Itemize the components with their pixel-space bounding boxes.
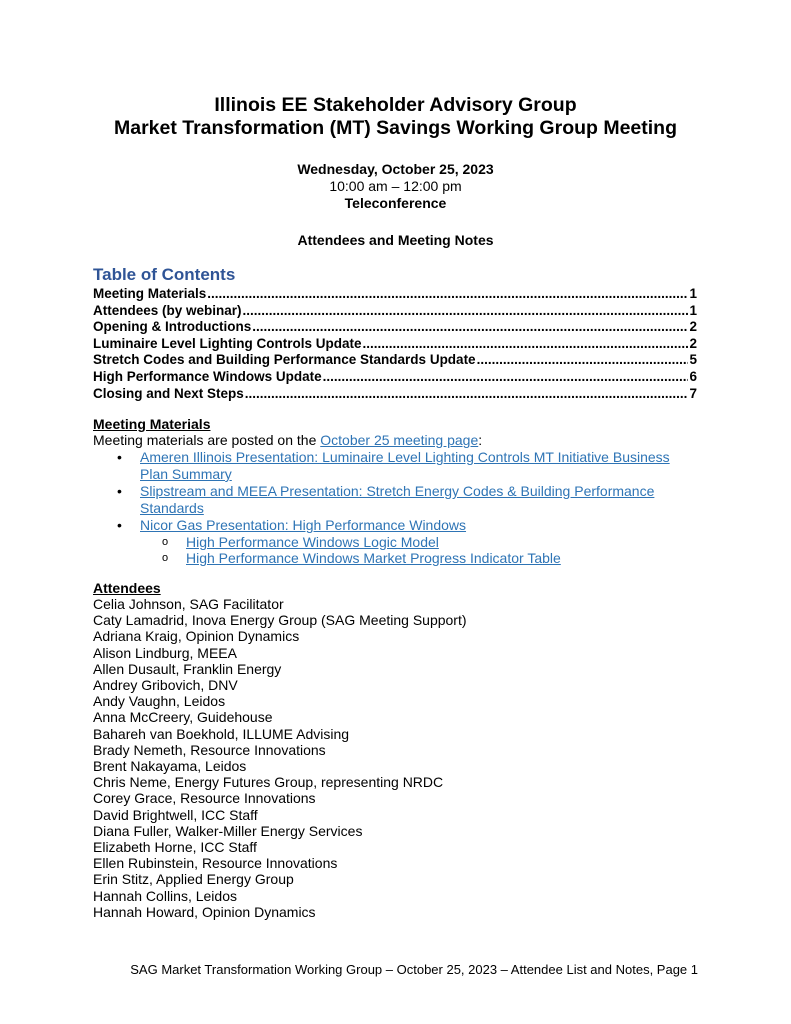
list-item [93, 483, 693, 517]
toc-leader-dots [323, 369, 689, 386]
attendee-item: Andrey Gribovich, DNV [93, 677, 238, 694]
nicor-gas-presentation-link[interactable]: Nicor Gas Presentation: High Performance Windows [140, 517, 467, 533]
attendee-item: Hannah Howard, Opinion Dynamics [93, 903, 316, 920]
toc-entry[interactable] [93, 319, 697, 336]
toc-entry-page: 2 [689, 335, 697, 351]
toc-entry-title: Closing and Next Steps [93, 385, 244, 401]
attendee-item: Allen Dusault, Franklin Energy [93, 660, 282, 677]
document-title-line1: Illinois EE Stakeholder Advisory Group [214, 94, 577, 116]
attendee-item: Andy Vaughn, Leidos [93, 693, 226, 710]
link-line: Standards [140, 500, 204, 516]
sub-list-item [93, 534, 693, 550]
attendee-item: Corey Grace, Resource Innovations [93, 790, 316, 807]
bullet-icon: • [117, 483, 122, 499]
logic-model-link[interactable]: High Performance Windows Logic Model [186, 534, 439, 550]
toc-entry-page: 1 [689, 286, 697, 301]
toc-entry-title: Meeting Materials [93, 286, 207, 301]
toc-entry-title: Opening & Introductions [93, 319, 252, 335]
list-item [93, 449, 693, 483]
document-subtitle: Attendees and Meeting Notes [297, 232, 494, 248]
attendee-item: Alison Lindburg, MEEA [93, 644, 237, 661]
bullet-icon: • [117, 517, 122, 533]
toc-entry-title: Stretch Codes and Building Performance Standards Update [93, 352, 476, 368]
meeting-materials-heading: Meeting Materials [93, 416, 211, 432]
toc-entry[interactable] [93, 352, 697, 369]
slipstream-meea-presentation-link[interactable] [140, 483, 654, 516]
progress-indicator-table-link[interactable]: High Performance Windows Market Progress Indicator Table [186, 550, 561, 566]
toc-entry[interactable] [93, 286, 697, 303]
toc-leader-dots [477, 352, 689, 369]
toc-leader-dots [243, 303, 689, 320]
attendees-heading: Attendees [93, 580, 161, 596]
attendee-item: Brady Nemeth, Resource Innovations [93, 741, 326, 758]
sub-list-item [93, 550, 693, 566]
materials-list [93, 449, 693, 566]
table-of-contents [93, 286, 697, 402]
toc-entry-page: 7 [689, 385, 697, 401]
attendee-item: Erin Stitz, Applied Energy Group [93, 871, 294, 888]
link-line: Slipstream and MEEA Presentation: Stretch Energy Codes & Building Performance [140, 483, 655, 499]
intro-text: Meeting materials are posted on the [93, 432, 321, 448]
meeting-materials-intro [93, 432, 482, 449]
toc-entry-title: Attendees (by webinar) [93, 302, 242, 318]
list-item [93, 517, 693, 534]
toc-entry[interactable] [93, 336, 697, 353]
meeting-page-link[interactable]: October 25 meeting page [320, 432, 479, 448]
attendee-list [93, 596, 467, 920]
attendee-item: David Brightwell, ICC Staff [93, 806, 258, 823]
toc-heading: Table of Contents [93, 265, 236, 284]
attendee-item: Anna McCreery, Guidehouse [93, 709, 273, 726]
attendee-item: Elizabeth Horne, ICC Staff [93, 839, 257, 856]
toc-entry-page: 5 [689, 352, 697, 368]
attendee-item: Celia Johnson, SAG Facilitator [93, 596, 284, 612]
link-line: Ameren Illinois Presentation: Luminaire Level Lighting Controls MT Initiative Business [140, 449, 670, 465]
ameren-presentation-link[interactable] [140, 449, 670, 482]
attendee-item: Brent Nakayama, Leidos [93, 758, 247, 775]
attendee-item: Chris Neme, Energy Futures Group, representing NRDC [93, 774, 444, 791]
toc-entry-page: 6 [689, 368, 697, 384]
circle-bullet-icon: o [162, 536, 169, 548]
toc-leader-dots [363, 336, 689, 353]
meeting-date: Wednesday, October 25, 2023 [297, 161, 494, 177]
attendee-item: Ellen Rubinstein, Resource Innovations [93, 855, 338, 872]
intro-colon: : [478, 432, 483, 448]
document-title-line2: Market Transformation (MT) Savings Working Group Meeting [113, 117, 678, 139]
bullet-icon: • [117, 449, 122, 465]
toc-leader-dots [252, 319, 688, 336]
attendee-item: Bahareh van Boekhold, ILLUME Advising [93, 725, 350, 742]
toc-leader-dots [245, 386, 689, 403]
toc-entry-title: Luminaire Level Lighting Controls Update [93, 335, 362, 351]
toc-entry[interactable] [93, 303, 697, 320]
toc-entry-page: 2 [689, 319, 697, 335]
attendee-item: Hannah Collins, Leidos [93, 887, 237, 904]
toc-entry-page: 1 [689, 302, 697, 318]
attendee-item: Caty Lamadrid, Inova Energy Group (SAG Meeting Support) [93, 612, 467, 629]
attendee-item: Adriana Kraig, Opinion Dynamics [93, 628, 300, 645]
toc-leader-dots [207, 286, 688, 303]
attendee-item: Diana Fuller, Walker-Miller Energy Services [93, 822, 363, 839]
toc-entry[interactable] [93, 386, 697, 403]
circle-bullet-icon: o [162, 552, 169, 564]
meeting-time: 10:00 am – 12:00 pm [329, 178, 462, 194]
toc-entry-title: High Performance Windows Update [93, 368, 322, 384]
link-line: Plan Summary [140, 466, 232, 482]
page-footer: SAG Market Transformation Working Group – October 25, 2023 – Attendee List and Notes, Page 1 [130, 962, 698, 977]
toc-entry[interactable] [93, 369, 697, 386]
meeting-location: Teleconference [344, 195, 447, 211]
